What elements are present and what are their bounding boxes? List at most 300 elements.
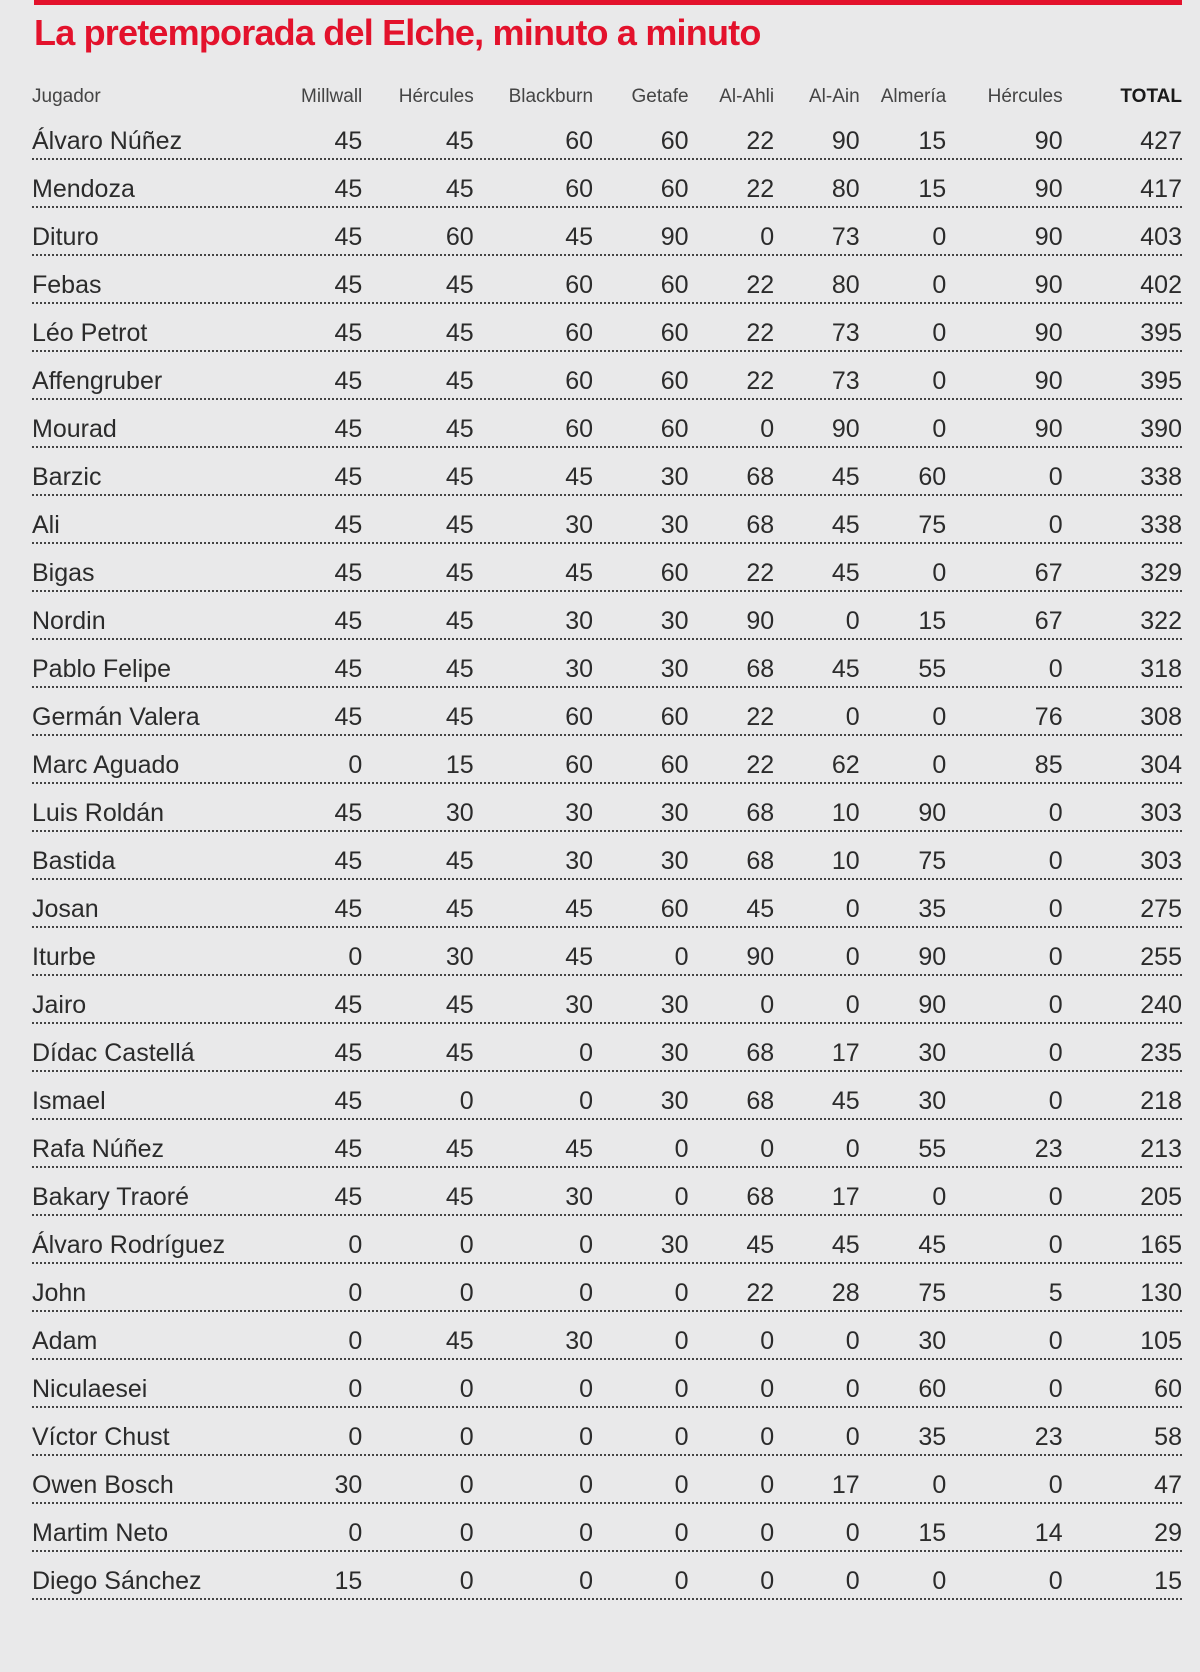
millwall-minutes: 45 [334,1135,363,1163]
getafe-minutes: 0 [674,1567,689,1595]
al-ain-minutes: 0 [845,1423,860,1451]
blackburn-minutes: 60 [565,319,594,347]
getafe-minutes: 30 [660,463,689,491]
column-header-millwall: Millwall [301,86,363,107]
player-name: Álvaro Rodríguez [32,1231,226,1259]
hercules-minutes: 0 [459,1279,474,1307]
player-name: Mourad [32,415,117,443]
hercules-2-minutes: 90 [1034,271,1063,299]
millwall-minutes: 45 [334,175,363,203]
total-minutes: 15 [1154,1567,1182,1595]
minutes-table [32,82,1182,1600]
al-ain-minutes: 0 [845,1567,860,1595]
blackburn-minutes: 0 [579,1231,594,1259]
al-ain-minutes: 80 [831,271,860,299]
player-name: Jairo [32,991,87,1019]
table-row [32,1072,1182,1120]
table-row [32,304,1182,352]
millwall-minutes: 45 [334,271,363,299]
blackburn-minutes: 45 [565,559,594,587]
hercules-minutes: 0 [459,1567,474,1595]
almeria-minutes: 0 [932,319,947,347]
al-ahli-minutes: 22 [746,751,775,779]
table-row [32,448,1182,496]
getafe-minutes: 30 [660,511,689,539]
total-minutes: 60 [1154,1375,1182,1403]
hercules-2-minutes: 0 [1048,943,1063,971]
millwall-minutes: 45 [334,799,363,827]
al-ain-minutes: 73 [831,367,860,395]
almeria-minutes: 30 [918,1087,947,1115]
table-row [32,592,1182,640]
player-name: Ali [32,511,60,539]
hercules-2-minutes: 90 [1034,415,1063,443]
hercules-minutes: 60 [445,223,474,251]
al-ahli-minutes: 68 [746,1039,775,1067]
al-ain-minutes: 0 [845,1135,860,1163]
millwall-minutes: 45 [334,895,363,923]
table-row [32,1408,1182,1456]
hercules-minutes: 45 [445,1327,474,1355]
almeria-minutes: 15 [918,127,947,155]
hercules-minutes: 0 [459,1375,474,1403]
almeria-minutes: 15 [918,175,947,203]
blackburn-minutes: 60 [565,175,594,203]
table-row [32,1216,1182,1264]
al-ahli-minutes: 22 [746,367,775,395]
almeria-minutes: 0 [932,367,947,395]
getafe-minutes: 0 [674,1375,689,1403]
almeria-minutes: 55 [918,1135,947,1163]
table-row [32,112,1182,160]
column-header-hercules-2: Hércules [987,86,1063,107]
hercules-minutes: 0 [459,1423,474,1451]
total-minutes: 417 [1140,175,1182,203]
getafe-minutes: 90 [660,223,689,251]
millwall-minutes: 45 [334,1183,363,1211]
millwall-minutes: 0 [348,1519,363,1547]
hercules-2-minutes: 90 [1034,367,1063,395]
millwall-minutes: 30 [334,1471,363,1499]
al-ahli-minutes: 22 [746,1279,775,1307]
al-ahli-minutes: 22 [746,703,775,731]
hercules-minutes: 45 [445,463,474,491]
al-ahli-minutes: 68 [746,1087,775,1115]
al-ahli-minutes: 90 [746,943,775,971]
player-name: Bigas [32,559,95,587]
getafe-minutes: 60 [660,127,689,155]
al-ahli-minutes: 22 [746,175,775,203]
total-minutes: 318 [1140,655,1182,683]
hercules-minutes: 45 [445,991,474,1019]
total-minutes: 322 [1140,607,1182,635]
al-ahli-minutes: 0 [760,415,775,443]
table-row [32,784,1182,832]
total-minutes: 255 [1140,943,1182,971]
getafe-minutes: 0 [674,1519,689,1547]
al-ahli-minutes: 0 [760,1519,775,1547]
hercules-minutes: 45 [445,559,474,587]
al-ahli-minutes: 0 [760,1567,775,1595]
hercules-minutes: 45 [445,271,474,299]
al-ain-minutes: 45 [831,1231,860,1259]
hercules-2-minutes: 23 [1034,1135,1063,1163]
player-name: Dídac Castellá [32,1039,195,1067]
total-minutes: 205 [1140,1183,1182,1211]
table-row [32,496,1182,544]
blackburn-minutes: 0 [579,1567,594,1595]
millwall-minutes: 45 [334,703,363,731]
blackburn-minutes: 60 [565,751,594,779]
millwall-minutes: 45 [334,319,363,347]
almeria-minutes: 30 [918,1327,947,1355]
al-ain-minutes: 45 [831,1087,860,1115]
al-ahli-minutes: 0 [760,1423,775,1451]
hercules-minutes: 45 [445,367,474,395]
blackburn-minutes: 60 [565,127,594,155]
al-ahli-minutes: 22 [746,559,775,587]
table-row [32,1120,1182,1168]
table-row [32,640,1182,688]
table-row [32,352,1182,400]
al-ahli-minutes: 0 [760,991,775,1019]
millwall-minutes: 0 [348,1231,363,1259]
hercules-2-minutes: 0 [1048,655,1063,683]
getafe-minutes: 60 [660,559,689,587]
column-header-almeria: Almería [880,86,947,107]
al-ain-minutes: 0 [845,991,860,1019]
blackburn-minutes: 30 [565,991,594,1019]
total-minutes: 275 [1140,895,1182,923]
table-row [32,1168,1182,1216]
player-name: John [32,1279,87,1307]
blackburn-minutes: 60 [565,271,594,299]
al-ain-minutes: 90 [831,415,860,443]
total-minutes: 58 [1154,1423,1182,1451]
al-ain-minutes: 10 [831,799,860,827]
hercules-minutes: 45 [445,511,474,539]
al-ahli-minutes: 0 [760,223,775,251]
table-row [32,1264,1182,1312]
column-header-blackburn: Blackburn [508,86,594,107]
al-ain-minutes: 17 [831,1183,860,1211]
blackburn-minutes: 30 [565,1327,594,1355]
getafe-minutes: 30 [660,991,689,1019]
al-ahli-minutes: 0 [760,1327,775,1355]
hercules-2-minutes: 85 [1034,751,1063,779]
millwall-minutes: 45 [334,1087,363,1115]
table-row [32,160,1182,208]
getafe-minutes: 30 [660,1231,689,1259]
al-ain-minutes: 0 [845,607,860,635]
blackburn-minutes: 0 [579,1423,594,1451]
al-ahli-minutes: 90 [746,607,775,635]
hercules-2-minutes: 0 [1048,1183,1063,1211]
millwall-minutes: 45 [334,847,363,875]
player-name: Bastida [32,847,116,875]
table-row [32,1456,1182,1504]
al-ain-minutes: 0 [845,895,860,923]
blackburn-minutes: 0 [579,1519,594,1547]
getafe-minutes: 0 [674,1471,689,1499]
al-ahli-minutes: 68 [746,1183,775,1211]
getafe-minutes: 60 [660,271,689,299]
total-minutes: 338 [1140,463,1182,491]
almeria-minutes: 75 [918,511,947,539]
column-header-hercules: Hércules [398,86,474,107]
al-ain-minutes: 0 [845,1519,860,1547]
al-ain-minutes: 45 [831,655,860,683]
al-ain-minutes: 0 [845,1327,860,1355]
hercules-minutes: 45 [445,847,474,875]
almeria-minutes: 60 [918,463,947,491]
hercules-minutes: 0 [459,1087,474,1115]
hercules-2-minutes: 0 [1048,991,1063,1019]
al-ain-minutes: 17 [831,1471,860,1499]
column-header-player: Jugador [32,86,101,107]
player-name: Álvaro Núñez [32,127,183,155]
al-ahli-minutes: 68 [746,847,775,875]
millwall-minutes: 45 [334,223,363,251]
almeria-minutes: 15 [918,1519,947,1547]
getafe-minutes: 0 [674,1183,689,1211]
total-minutes: 338 [1140,511,1182,539]
blackburn-minutes: 30 [565,847,594,875]
almeria-minutes: 0 [932,415,947,443]
al-ahli-minutes: 0 [760,1135,775,1163]
almeria-minutes: 0 [932,703,947,731]
al-ain-minutes: 45 [831,463,860,491]
total-minutes: 213 [1140,1135,1182,1163]
blackburn-minutes: 60 [565,367,594,395]
al-ain-minutes: 0 [845,943,860,971]
hercules-2-minutes: 14 [1034,1519,1063,1547]
getafe-minutes: 30 [660,847,689,875]
millwall-minutes: 0 [348,1279,363,1307]
table-row [32,544,1182,592]
table-row [32,1312,1182,1360]
millwall-minutes: 45 [334,607,363,635]
player-name: Josan [32,895,99,923]
getafe-minutes: 60 [660,319,689,347]
hercules-2-minutes: 67 [1034,559,1063,587]
player-name: Luis Roldán [32,799,165,827]
al-ain-minutes: 45 [831,559,860,587]
al-ahli-minutes: 45 [746,895,775,923]
al-ain-minutes: 17 [831,1039,860,1067]
player-name: Ismael [32,1087,106,1115]
getafe-minutes: 0 [674,1327,689,1355]
player-name: Affengruber [32,367,163,395]
blackburn-minutes: 30 [565,1183,594,1211]
top-accent-bar [34,0,1182,5]
total-minutes: 130 [1140,1279,1182,1307]
millwall-minutes: 0 [348,751,363,779]
getafe-minutes: 60 [660,751,689,779]
hercules-2-minutes: 90 [1034,319,1063,347]
blackburn-minutes: 0 [579,1279,594,1307]
almeria-minutes: 75 [918,847,947,875]
al-ain-minutes: 73 [831,223,860,251]
total-minutes: 165 [1140,1231,1182,1259]
total-minutes: 303 [1140,847,1182,875]
al-ahli-minutes: 22 [746,127,775,155]
millwall-minutes: 0 [348,1327,363,1355]
hercules-2-minutes: 0 [1048,1231,1063,1259]
table-body [32,112,1182,1600]
blackburn-minutes: 45 [565,895,594,923]
al-ain-minutes: 62 [831,751,860,779]
player-name: Germán Valera [32,703,200,731]
table-row [32,736,1182,784]
table-row [32,1360,1182,1408]
player-name: Adam [32,1327,98,1355]
player-name: Dituro [32,223,99,251]
al-ahli-minutes: 0 [760,1471,775,1499]
al-ahli-minutes: 68 [746,655,775,683]
total-minutes: 427 [1140,127,1182,155]
player-name: Martim Neto [32,1519,169,1547]
total-minutes: 47 [1154,1471,1182,1499]
hercules-minutes: 45 [445,1039,474,1067]
column-header-al-ain: Al-Ain [808,86,860,107]
table-row [32,928,1182,976]
al-ain-minutes: 0 [845,703,860,731]
getafe-minutes: 0 [674,1279,689,1307]
hercules-minutes: 45 [445,1183,474,1211]
millwall-minutes: 45 [334,559,363,587]
getafe-minutes: 30 [660,655,689,683]
total-minutes: 395 [1140,319,1182,347]
player-name: Mendoza [32,175,135,203]
player-name: Nordin [32,607,106,635]
millwall-minutes: 45 [334,511,363,539]
hercules-2-minutes: 0 [1048,1375,1063,1403]
total-minutes: 218 [1140,1087,1182,1115]
blackburn-minutes: 30 [565,799,594,827]
player-name: Owen Bosch [32,1471,174,1499]
hercules-minutes: 45 [445,175,474,203]
al-ain-minutes: 28 [831,1279,860,1307]
almeria-minutes: 30 [918,1039,947,1067]
almeria-minutes: 0 [932,559,947,587]
table-row [32,1504,1182,1552]
total-minutes: 235 [1140,1039,1182,1067]
total-minutes: 390 [1140,415,1182,443]
table-row [32,832,1182,880]
table-row [32,208,1182,256]
millwall-minutes: 45 [334,463,363,491]
almeria-minutes: 0 [932,751,947,779]
hercules-2-minutes: 0 [1048,511,1063,539]
al-ain-minutes: 90 [831,127,860,155]
hercules-minutes: 15 [445,751,474,779]
player-name: Marc Aguado [32,751,180,779]
almeria-minutes: 75 [918,1279,947,1307]
table-row [32,688,1182,736]
millwall-minutes: 45 [334,991,363,1019]
almeria-minutes: 60 [918,1375,947,1403]
almeria-minutes: 0 [932,1567,947,1595]
almeria-minutes: 35 [918,895,947,923]
millwall-minutes: 45 [334,1039,363,1067]
player-name: Febas [32,271,102,299]
al-ain-minutes: 73 [831,319,860,347]
table-row [32,1024,1182,1072]
blackburn-minutes: 0 [579,1375,594,1403]
almeria-minutes: 90 [918,799,947,827]
al-ahli-minutes: 0 [760,1375,775,1403]
millwall-minutes: 0 [348,943,363,971]
hercules-2-minutes: 0 [1048,895,1063,923]
hercules-2-minutes: 5 [1048,1279,1063,1307]
millwall-minutes: 15 [334,1567,363,1595]
getafe-minutes: 60 [660,703,689,731]
millwall-minutes: 45 [334,655,363,683]
hercules-2-minutes: 0 [1048,1327,1063,1355]
blackburn-minutes: 30 [565,607,594,635]
player-name: Rafa Núñez [32,1135,165,1163]
al-ain-minutes: 10 [831,847,860,875]
blackburn-minutes: 30 [565,655,594,683]
column-header-al-ahli: Al-Ahli [719,86,775,107]
total-minutes: 105 [1140,1327,1182,1355]
hercules-minutes: 45 [445,895,474,923]
player-name: Diego Sánchez [32,1567,202,1595]
total-minutes: 303 [1140,799,1182,827]
total-minutes: 240 [1140,991,1182,1019]
blackburn-minutes: 60 [565,415,594,443]
getafe-minutes: 60 [660,895,689,923]
hercules-2-minutes: 0 [1048,1567,1063,1595]
total-minutes: 402 [1140,271,1182,299]
al-ain-minutes: 45 [831,511,860,539]
hercules-minutes: 30 [445,943,474,971]
hercules-2-minutes: 90 [1034,175,1063,203]
almeria-minutes: 90 [918,991,947,1019]
almeria-minutes: 0 [932,1471,947,1499]
hercules-minutes: 30 [445,799,474,827]
blackburn-minutes: 30 [565,511,594,539]
player-name: Niculaesei [32,1375,148,1403]
player-name: Barzic [32,463,102,491]
hercules-minutes: 45 [445,607,474,635]
getafe-minutes: 0 [674,1423,689,1451]
almeria-minutes: 0 [932,223,947,251]
millwall-minutes: 45 [334,415,363,443]
table-row [32,1552,1182,1600]
al-ain-minutes: 80 [831,175,860,203]
total-minutes: 329 [1140,559,1182,587]
almeria-minutes: 45 [918,1231,947,1259]
total-minutes: 308 [1140,703,1182,731]
hercules-2-minutes: 23 [1034,1423,1063,1451]
getafe-minutes: 30 [660,607,689,635]
hercules-2-minutes: 67 [1034,607,1063,635]
hercules-minutes: 0 [459,1519,474,1547]
getafe-minutes: 30 [660,799,689,827]
almeria-minutes: 55 [918,655,947,683]
hercules-minutes: 45 [445,127,474,155]
hercules-2-minutes: 0 [1048,847,1063,875]
blackburn-minutes: 45 [565,943,594,971]
millwall-minutes: 45 [334,127,363,155]
player-name: Víctor Chust [32,1423,170,1451]
getafe-minutes: 0 [674,1135,689,1163]
blackburn-minutes: 0 [579,1039,594,1067]
al-ahli-minutes: 68 [746,511,775,539]
hercules-2-minutes: 0 [1048,1039,1063,1067]
